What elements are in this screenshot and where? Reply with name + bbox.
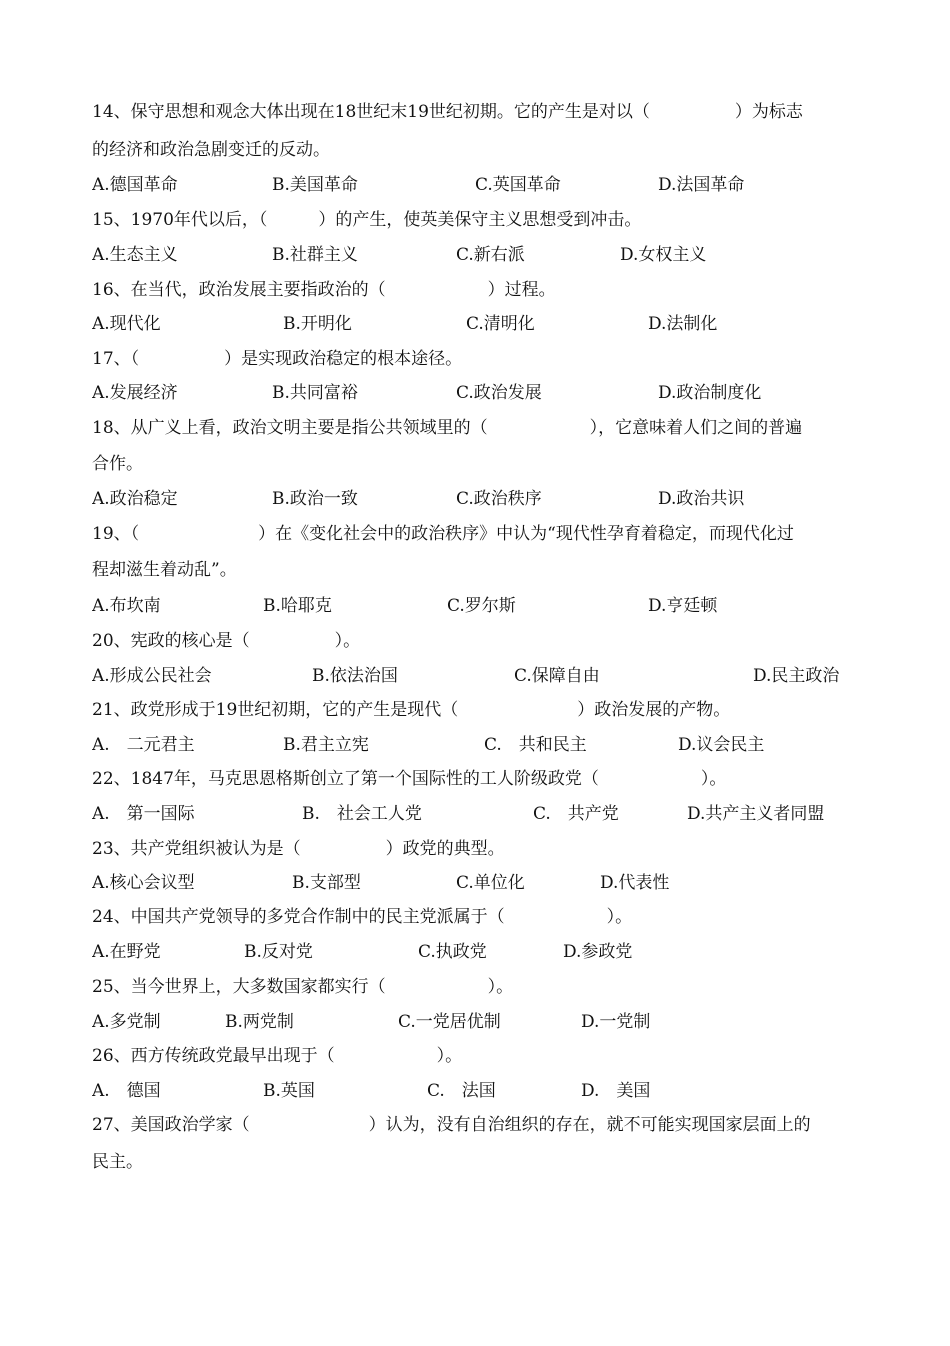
question-25-option-b: B.两党制 xyxy=(225,1012,294,1032)
question-24-stem-line-1: 24、中国共产党领导的多党合作制中的民主党派属于（ ）。 xyxy=(92,907,633,927)
question-20-option-c: C.保障自由 xyxy=(514,666,600,686)
question-18-option-b: B.政治一致 xyxy=(272,489,358,509)
question-24-option-d: D.参政党 xyxy=(563,942,633,962)
question-26-option-b: B.英国 xyxy=(263,1081,315,1101)
question-25-option-d: D.一党制 xyxy=(581,1012,651,1032)
question-18-option-d: D.政治共识 xyxy=(658,489,745,509)
question-14-options xyxy=(92,173,862,197)
question-21-options xyxy=(92,733,862,757)
question-19-options xyxy=(92,594,862,618)
question-15-option-a: A.生态主义 xyxy=(92,245,178,265)
question-26-option-c: C. 法国 xyxy=(427,1081,496,1101)
question-19-option-a: A.布坎南 xyxy=(92,596,161,616)
question-16-options xyxy=(92,312,862,336)
question-14-option-a: A.德国革命 xyxy=(92,175,178,195)
question-17-option-d: D.政治制度化 xyxy=(658,383,762,403)
question-15-option-d: D.女权主义 xyxy=(620,245,707,265)
question-19-option-c: C.罗尔斯 xyxy=(447,596,516,616)
question-21-option-c: C. 共和民主 xyxy=(484,735,587,755)
question-23-options xyxy=(92,871,862,895)
question-14-option-c: C.英国革命 xyxy=(475,175,561,195)
question-23-option-b: B.支部型 xyxy=(292,873,361,893)
question-16-option-b: B.开明化 xyxy=(283,314,352,334)
question-17-stem-line-1: 17、（ ）是实现政治稳定的根本途径。 xyxy=(92,349,463,369)
question-23-stem-line-1: 23、共产党组织被认为是（ ）政党的典型。 xyxy=(92,839,505,859)
question-22-options xyxy=(92,802,862,826)
question-19-stem-line-1: 19、（ ）在《变化社会中的政治秩序》中认为“现代性孕育着稳定，而现代化过 xyxy=(92,524,794,544)
question-25-stem-line-1: 25、当今世界上，大多数国家都实行（ ）。 xyxy=(92,977,514,997)
question-15-options xyxy=(92,243,862,267)
question-26-option-d: D. 美国 xyxy=(581,1081,651,1101)
question-25-option-a: A.多党制 xyxy=(92,1012,161,1032)
question-20-options xyxy=(92,664,862,688)
question-16-stem-line-1: 16、在当代，政治发展主要指政治的（ ）过程。 xyxy=(92,280,556,300)
question-16-option-d: D.法制化 xyxy=(648,314,718,334)
question-17-option-b: B.共同富裕 xyxy=(272,383,358,403)
question-22-option-d: D.共产主义者同盟 xyxy=(687,804,825,824)
question-20-option-b: B.依法治国 xyxy=(312,666,398,686)
question-26-stem-line-1: 26、西方传统政党最早出现于（ ）。 xyxy=(92,1046,463,1066)
question-25-option-c: C.一党居优制 xyxy=(398,1012,501,1032)
question-22-option-b: B. 社会工人党 xyxy=(302,804,422,824)
question-14-stem-line-1: 14、保守思想和观念大体出现在18世纪末19世纪初期。它的产生是对以（ ）为标志 xyxy=(92,102,803,122)
question-26-option-a: A. 德国 xyxy=(92,1081,161,1101)
question-22-stem-line-1: 22、1847年，马克思恩格斯创立了第一个国际性的工人阶级政党（ ）。 xyxy=(92,769,727,789)
question-24-option-a: A.在野党 xyxy=(92,942,161,962)
question-24-option-b: B.反对党 xyxy=(244,942,313,962)
question-16-option-a: A.现代化 xyxy=(92,314,161,334)
question-15-option-c: C.新右派 xyxy=(456,245,525,265)
question-15-stem-line-1: 15、1970年代以后，（ ）的产生，使英美保守主义思想受到冲击。 xyxy=(92,210,642,230)
question-18-stem-line-1: 18、从广义上看，政治文明主要是指公共领域里的（ ），它意味着人们之间的普遍 xyxy=(92,418,803,438)
question-23-option-a: A.核心会议型 xyxy=(92,873,195,893)
question-18-option-a: A.政治稳定 xyxy=(92,489,178,509)
question-19-option-b: B.哈耶克 xyxy=(263,596,332,616)
question-23-option-c: C.单位化 xyxy=(456,873,525,893)
question-21-option-a: A. 二元君主 xyxy=(92,735,195,755)
question-20-option-d: D.民主政治 xyxy=(753,666,840,686)
question-22-option-a: A. 第一国际 xyxy=(92,804,195,824)
question-18-stem-line-2: 合作。 xyxy=(92,454,143,474)
question-26-options xyxy=(92,1079,862,1103)
question-27-stem-line-2: 民主。 xyxy=(92,1152,143,1172)
question-22-option-c: C. 共产党 xyxy=(533,804,619,824)
question-24-options xyxy=(92,940,862,964)
question-19-stem-line-2: 程却滋生着动乱”。 xyxy=(92,560,237,580)
question-16-option-c: C.清明化 xyxy=(466,314,535,334)
question-21-option-d: D.议会民主 xyxy=(678,735,765,755)
question-21-option-b: B.君主立宪 xyxy=(283,735,369,755)
question-15-option-b: B.社群主义 xyxy=(272,245,358,265)
question-14-stem-line-2: 的经济和政治急剧变迁的反动。 xyxy=(92,140,330,160)
question-21-stem-line-1: 21、政党形成于19世纪初期，它的产生是现代（ ）政治发展的产物。 xyxy=(92,700,731,720)
question-20-option-a: A.形成公民社会 xyxy=(92,666,212,686)
question-25-options xyxy=(92,1010,862,1034)
question-18-option-c: C.政治秩序 xyxy=(456,489,542,509)
question-18-options xyxy=(92,487,862,511)
question-19-option-d: D.亨廷顿 xyxy=(648,596,718,616)
question-17-option-a: A.发展经济 xyxy=(92,383,178,403)
question-14-option-d: D.法国革命 xyxy=(658,175,745,195)
question-23-option-d: D.代表性 xyxy=(600,873,670,893)
question-27-stem-line-1: 27、美国政治学家（ ）认为，没有自治组织的存在，就不可能实现国家层面上的 xyxy=(92,1115,811,1135)
question-14-option-b: B.美国革命 xyxy=(272,175,358,195)
question-17-options xyxy=(92,381,862,405)
question-24-option-c: C.执政党 xyxy=(418,942,487,962)
question-20-stem-line-1: 20、宪政的核心是（ ）。 xyxy=(92,631,361,651)
question-17-option-c: C.政治发展 xyxy=(456,383,542,403)
